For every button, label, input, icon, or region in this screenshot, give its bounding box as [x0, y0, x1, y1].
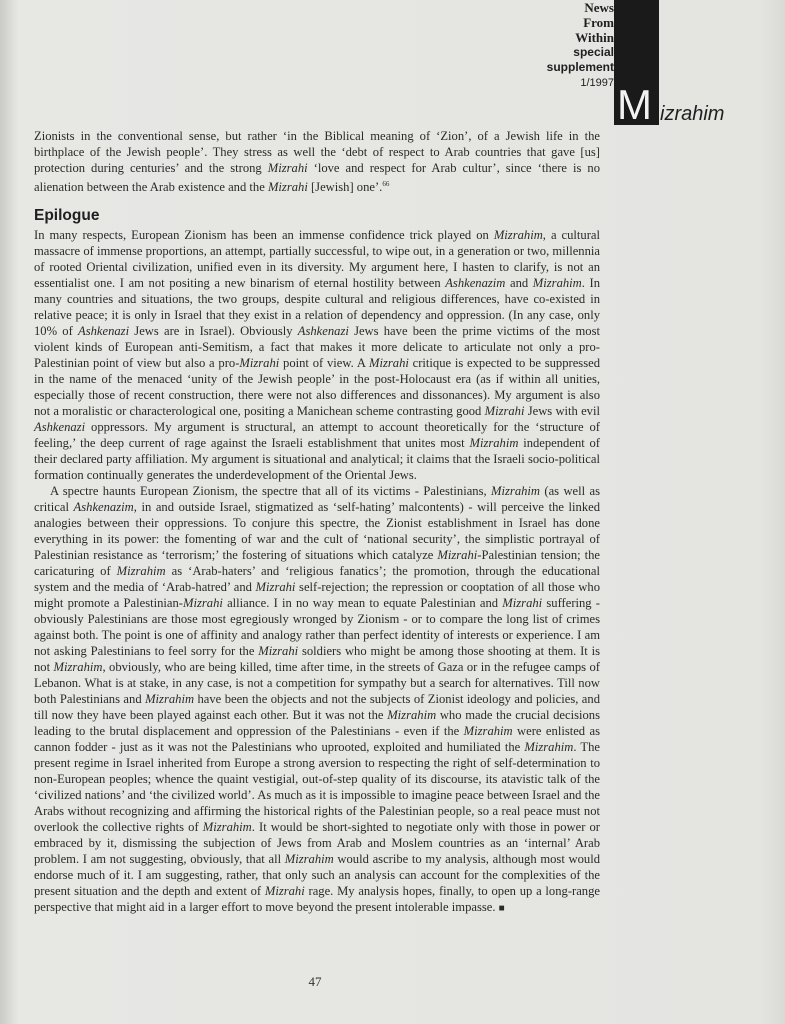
masthead-special: special: [573, 45, 614, 59]
masthead-supplement: supplement: [546, 60, 614, 74]
epilogue-heading: Epilogue: [34, 207, 100, 224]
masthead-issue: 1/1997: [580, 77, 614, 89]
article-body: [34, 128, 600, 917]
masthead-news: News: [584, 0, 614, 15]
end-of-article-mark: ■: [498, 903, 505, 914]
bleed-through-texture: [672, 0, 762, 90]
intro-paragraph: Zionists in the conventional sense, but rather ‘in the Biblical meaning of ‘Zion’, of a Jewish life in the birthplace of the Jewish people’. They stress as well the ‘debt of respect to Arab countries that gave [us] protection during centuries’ and the strong Mizrahi ‘love and respect for Arab cultur’, since ‘there is no alienation between the Arab existence and the Mizrahi [Jewish] one’.$^{66}$: [34, 129, 600, 194]
section-title-initial: M: [617, 81, 652, 128]
masthead-from: From: [583, 15, 614, 30]
page-number: 47: [308, 974, 322, 989]
masthead: [474, 0, 614, 91]
footnote-marker: 66: [382, 180, 390, 188]
section-title-rest: izrahim: [660, 103, 725, 125]
masthead-within: Within: [575, 30, 614, 45]
epilogue-paragraph-1: In many respects, European Zionism has been an immense confidence trick played on Mizrahim, a cultural massacre of immense proportions, an attempt, partially successful, to wipe out, in a generation or two, millennia of rooted Oriental civilization, unified even in its diversity. My argument here, I hasten to clarify, is not an essentialist one. I am not positing a new binarism of eternal hostility between Ashkenazim and Mizrahim. In many countries and situations, the two groups, despite cultural and religious differences, have co-existed in relative peace; it is only in Israel that they exist in a relation of dependency and oppression. (In any case, only 10% of Ashkenazi Jews are in Israel). Obviously Ashkenazi Jews have been the prime victims of the most violent kinds of European anti-Semitism, a fact that makes it more delicate to articulate not only a pro-Palestinian point of view but also a pro-Mizrahi point of view. A Mizrahi critique is expected to be suppressed in the name of the menaced ‘unity of the Jewish people’ in the post-Holocaust era (as if within all unities, especially those of recent construction, there were not also differences and dissonances). My argument is also not a moralistic or characterological one, positing a Manichean scheme contrasting good Mizrahi Jews with evil Ashkenazi oppressors. My argument is structural, an attempt to account theoretically for the ‘structure of feeling,’ the deep current of rage against the Israeli establishment that unites most Mizrahim independent of their declared party affiliation. My argument is situational and analytical; it claims that the Israeli socio-political formation continually generates the underdevelopment of the Oriental Jews.: [34, 228, 600, 482]
epilogue-paragraph-2: A spectre haunts European Zionism, the spectre that all of its victims - Palestinians, Mizrahim (as well as critical Ashkenazim, in and outside Israel, stigmatized as ‘self-hating’ malcontents) - will perceive the linked analogies between their oppressions. To conjure this spectre, the Zionist establishment in Israel has done everything in its power: the fomenting of war and the cult of ‘national security’, the simplistic portrayal of Palestinian resistance as ‘terrorism;’ the fostering of situations which catalyze Mizrahi-Palestinian tension; the caricaturing of Mizrahim as ‘Arab-haters’ and ‘religious fanatics’; the promotion, through the educational system and the media of ‘Arab-hatred’ and Mizrahi self-rejection; the repression or cooptation of all those who might promote a Palestinian-Mizrahi alliance. I in no way mean to equate Palestinian and Mizrahi suffering - obviously Palestinians are those most egregiously wronged by Zionism - or to compare the long list of crimes against both. The point is one of affinity and analogy rather than perfect identity of interests or experience. I am not asking Palestinians to feel sorry for the Mizrahi soldiers who might be among those shooting at them. It is not Mizrahim, obviously, who are being killed, time after time, in the streets of Gaza or in the refugee camps of Lebanon. What is at stake, in any case, is not a competition for sympathy but a search for alternatives. Till now both Palestinians and Mizrahim have been the objects and not the subjects of Zionist ideology and policies, and till now they have been played against each other. But it was not the Mizrahim who made the crucial decisions leading to the brutal displacement and oppression of the Palestinians - even if the Mizrahim were enlisted as cannon fodder - just as it was not the Palestinians who uprooted, exploited and humiliated the Mizrahim. The present regime in Israel inherited from Europe a strong aversion to respecting the right of self-determination to non-European peoples; whence the quaint vestigial, out-of-step quality of its discourse, its atavistic talk of the ‘civilized nations’ and ‘the civilized world’. As much as it is impossible to imagine peace between Israel and the Arabs without recognizing and affirming the historical rights of the Palestinian people, so a real peace must not overlook the collective rights of Mizrahim. It would be short-sighted to negotiate only with those in power or embraced by it, dismissing the subjection of Jews from Arab and Moslem countries as an ‘internal’ Arab problem. I am not suggesting, obviously, that all Mizrahim would ascribe to my analysis, although most would endorse much of it. I am suggesting, rather, that only such an analysis can account for the complexities of the present situation and the depth and extent of Mizrahi rage. My analysis hopes, finally, to open up a long-range perspective that might aid in a larger effort to move beyond the present intolerable impasse. ■: [34, 484, 601, 914]
